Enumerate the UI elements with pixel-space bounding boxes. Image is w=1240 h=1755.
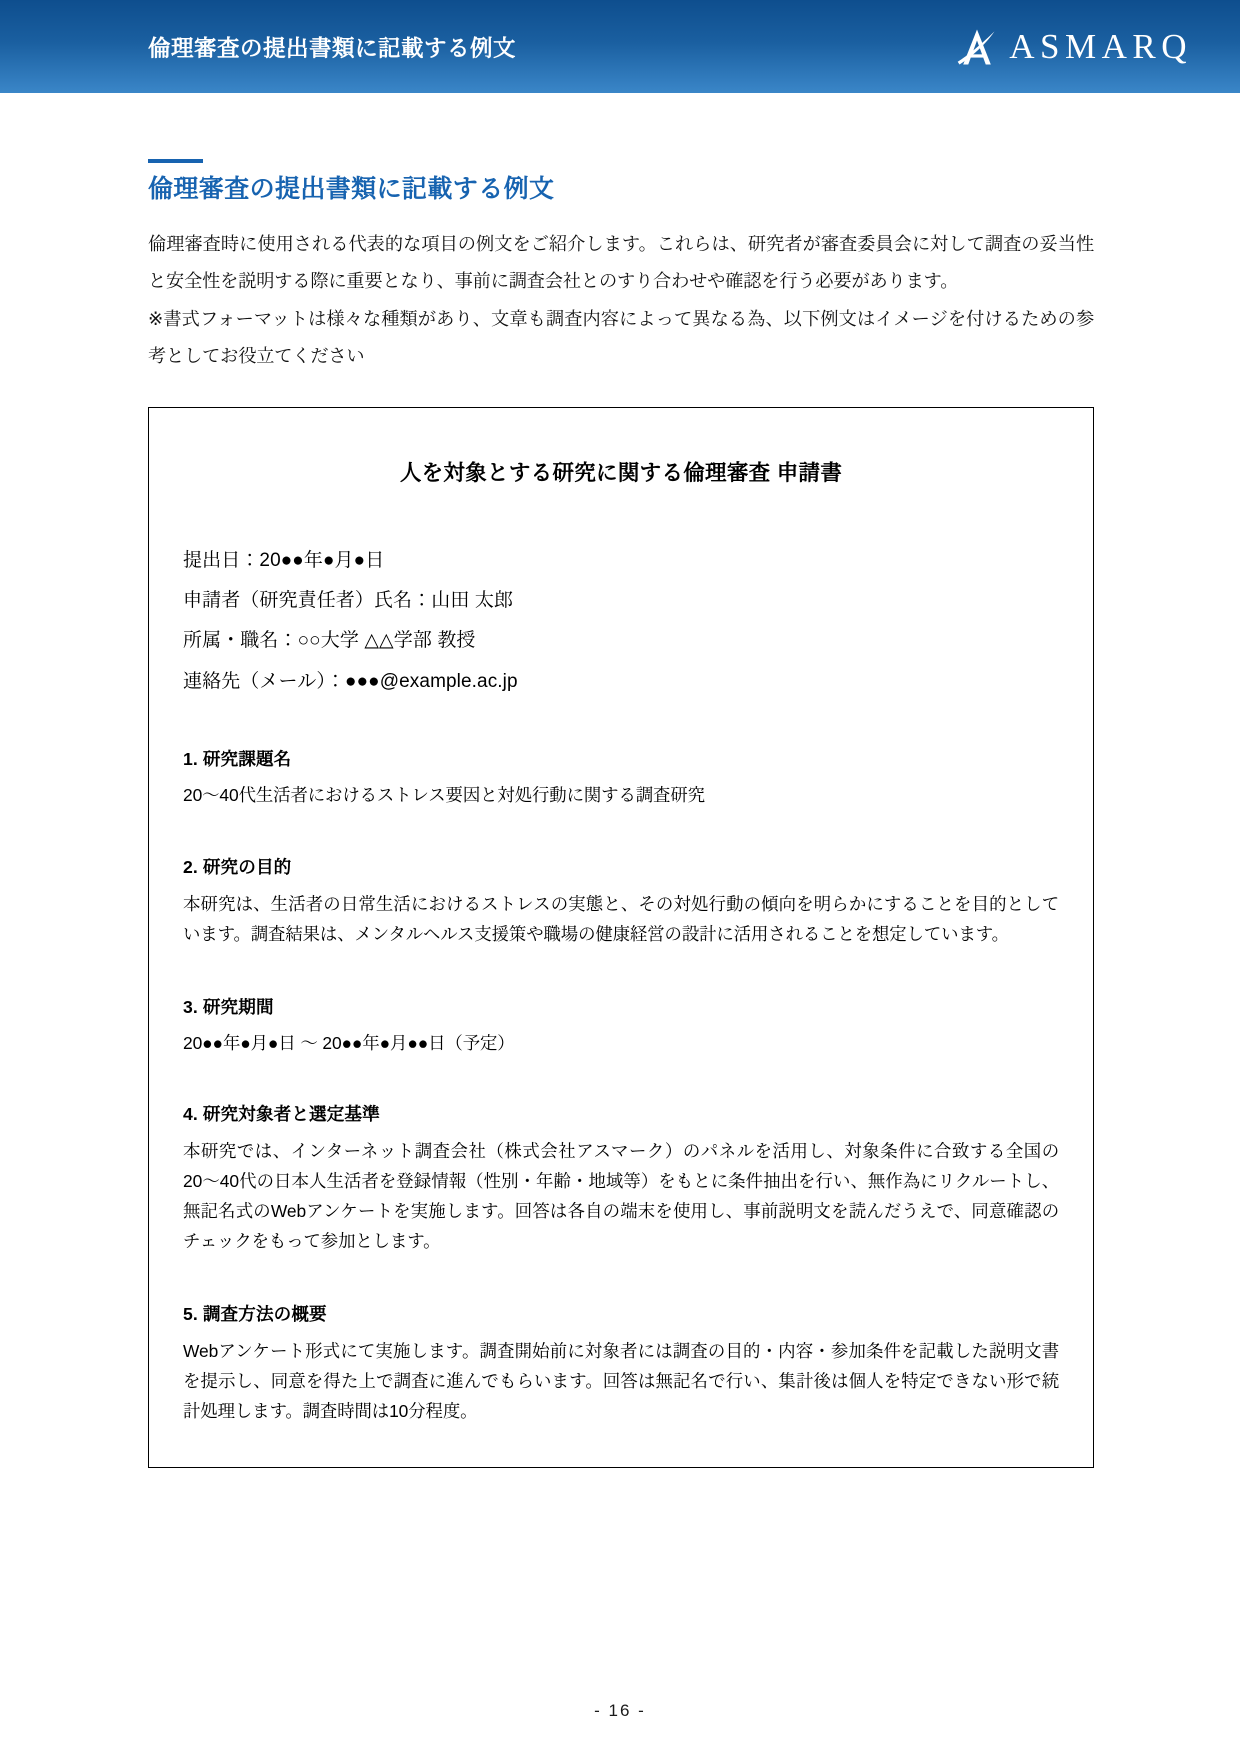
header-title: 倫理審査の提出書類に記載する例文: [148, 35, 517, 61]
application-form-box: [148, 407, 1094, 1468]
intro-paragraph-2: ※書式フォーマットは様々な種類があり、文章も調査内容によって異なる為、以下例文はイメージを付けるための参考としてお役立てください: [148, 308, 1094, 366]
form-section-5-title: 5. 調査方法の概要: [183, 1304, 327, 1325]
page-header-banner: [0, 0, 1240, 93]
brand-logo: [954, 24, 1194, 70]
form-section-4: [183, 1101, 1059, 1257]
heading-accent-bar: [148, 159, 203, 163]
intro-paragraph-1: 倫理審査時に使用される代表的な項目の例文をご紹介します。これらは、研究者が審査委員会に対して調査の妥当性と安全性を説明する際に重要となり、事前に調査会社とのすり合わせや確認を行う必要があります。: [148, 234, 1094, 292]
form-meta-contact-email: 連絡先（メール）：●●●@example.ac.jp: [183, 670, 518, 692]
form-section-3: [183, 994, 1059, 1058]
form-section-4-body: 本研究では、インターネット調査会社（株式会社アスマーク）のパネルを活用し、対象条件に合致する全国の20〜40代の日本人生活者を登録情報（性別・年齢・地域等）をもとに条件抽出を行い、無作為にリクルートし、無記名式のWebアンケートを実施します。回答は各自の端末を使用し、事前説明文を読んだうえで、同意確認のチェックをもって参加とします。: [183, 1141, 1059, 1252]
form-section-3-title: 3. 研究期間: [183, 996, 274, 1017]
form-section-1: [183, 746, 1059, 810]
form-section-3-body: 20●●年●月●日 〜 20●●年●月●●日（予定）: [183, 1032, 515, 1053]
form-title: 人を対象とする研究に関する倫理審査 申請書: [399, 460, 843, 485]
form-meta-submission-date: 提出日：20●●年●月●日: [183, 549, 385, 571]
asmarq-a-swoosh-icon: [954, 24, 1000, 70]
form-section-2-title: 2. 研究の目的: [183, 856, 292, 877]
form-section-2: [183, 854, 1059, 950]
page-title: 倫理審査の提出書類に記載する例文: [148, 175, 555, 203]
form-meta-applicant-name: 申請者（研究責任者）氏名：山田 太郎: [183, 590, 514, 612]
form-meta-affiliation-title: 所属・職名：○○大学 △△学部 教授: [183, 630, 476, 652]
form-section-4-title: 4. 研究対象者と選定基準: [183, 1104, 380, 1125]
intro-text: [148, 226, 1094, 375]
form-section-1-body: 20〜40代生活者におけるストレス要因と対処行動に関する調査研究: [183, 784, 705, 805]
page-content: [0, 93, 1240, 1468]
form-section-5-body: Webアンケート形式にて実施します。調査開始前に対象者には調査の目的・内容・参加条件を記載した説明文書を提示し、同意を得た上で調査に進んでもらいます。回答は無記名で行い、集計後は個人を特定できない形で統計処理します。調査時間は10分程度。: [183, 1341, 1059, 1421]
form-section-5: [183, 1301, 1059, 1427]
form-section-2-body: 本研究は、生活者の日常生活におけるストレスの実態と、その対処行動の傾向を明らかにすることを目的としています。調査結果は、メンタルヘルス支援策や職場の健康経営の設計に活用されることを想定しています。: [183, 893, 1059, 944]
form-section-1-title: 1. 研究課題名: [183, 748, 292, 769]
page-number-footer: - 16 -: [594, 1701, 646, 1720]
brand-wordmark: ASMARQ: [1009, 27, 1192, 66]
